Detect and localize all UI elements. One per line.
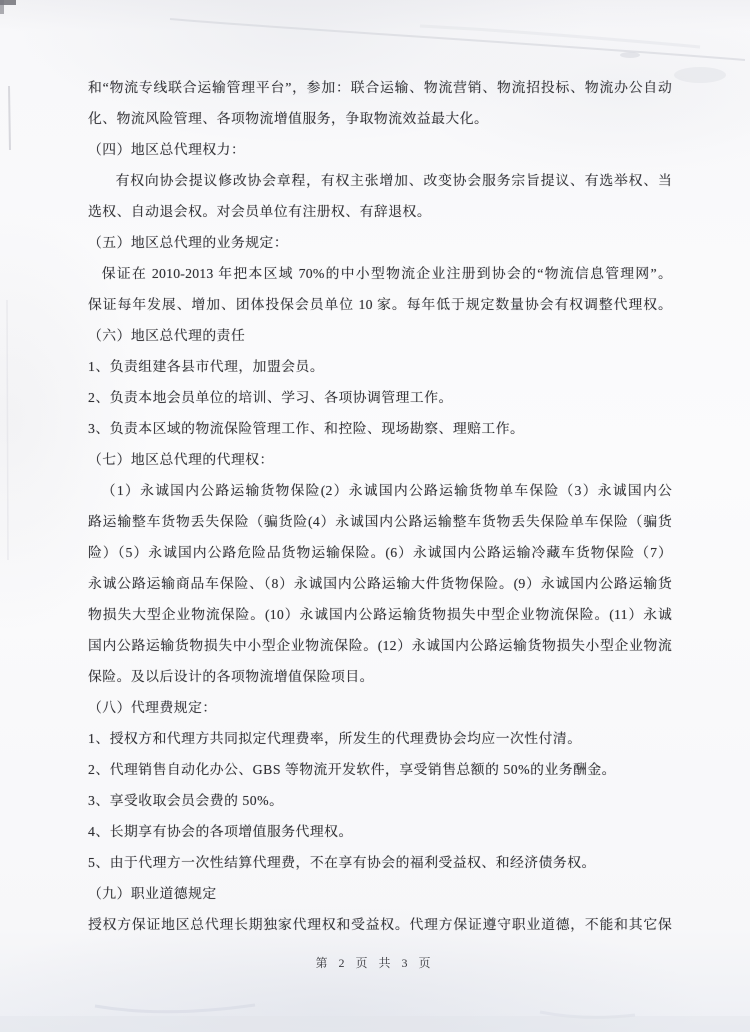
scan-hair-line [95,1005,255,1012]
section-heading: （五）地区总代理的业务规定： [88,235,289,250]
section-heading: （八）代理费规定： [88,700,217,715]
scan-smudge [620,52,640,58]
body-text-line: 授权方保证地区总代理长期独家代理权和受益权。代理方保证遵守职业道德，不能和其它保 [88,917,672,932]
body-text-line: （1）永诚国内公路运输货物保险(2）永诚国内公路运输货物单车保险（3）永诚国内公 [101,483,672,498]
scan-corner-mark [0,0,4,14]
body-text-line: 保险。及以后设计的各项物流增值保险项目。 [88,669,374,684]
scan-crease-line [170,19,745,60]
scan-hair-line [540,1012,635,1017]
scan-crease-line [7,300,8,560]
scan-crease-line [420,26,700,47]
section-heading: （七）地区总代理的代理权： [88,452,274,467]
list-item-line: 1、负责组建各县市代理，加盟会员。 [88,359,325,374]
section-heading: （六）地区总代理的责任 [88,328,246,343]
section-heading: （四）地区总代理权力： [88,142,246,157]
section-heading: （九）职业道德规定 [88,886,217,901]
body-text-line: 物损失大型企业物流保险。(10）永诚国内公路运输货物损失中型企业物流保险。(11）永诚 [88,607,672,622]
scan-corner-mark [0,0,16,5]
body-text-line: 化、物流风险管理、各项物流增值服务，争取物流效益最大化。 [88,111,489,126]
list-item-line: 4、长期享有协会的各项增值服务代理权。 [88,824,353,839]
document-text [88,72,672,940]
body-text-line: 保证在 2010-2013 年把本区域 70%的中小型物流企业注册到协会的“物流信息管理网”。 [101,266,672,281]
list-item-line: 1、授权方和代理方共同拟定代理费率，所发生的代理费协会均应一次性付清。 [88,731,582,746]
scan-smudge [674,67,726,83]
body-text-line: 永诚公路运输商品车保险、（8）永诚国内公路运输大件货物保险。(9）永诚国内公路运输货 [88,576,672,591]
page-number-footer: 第 2 页 共 3 页 [315,956,435,970]
list-item-line: 2、代理销售自动化办公、GBS 等物流开发软件，享受销售总额的 50%的业务酬金。 [88,762,616,777]
body-text-line: 有权向协会提议修改协会章程，有权主张增加、改变协会服务宗旨提议、有选举权、当 [115,173,672,188]
body-text-line: 路运输整车货物丢失保险（骗货险(4）永诚国内公路运输整车货物丢失保险单车保险（骗货 [88,514,672,529]
body-text-line: 保证每年发展、增加、团体投保会员单位 10 家。每年低于规定数量协会有权调整代理权。 [88,297,672,312]
body-text-line: 险）（5）永诚国内公路危险品货物运输保险。(6）永诚国内公路运输冷藏车货物保险（7） [88,545,672,560]
list-item-line: 2、负责本地会员单位的培训、学习、各项协调管理工作。 [88,390,453,405]
scan-crease-line [9,86,10,150]
list-item-line: 3、享受收取会员会费的 50%。 [88,793,284,808]
list-item-line: 5、由于代理方一次性结算代理费，不在享有协会的福利受益权、和经济债务权。 [88,855,596,870]
body-text-line: 国内公路运输货物损失中小型企业物流保险。(12）永诚国内公路运输货物损失小型企业物流 [88,638,672,653]
body-text-line: 选权、自动退会权。对会员单位有注册权、有辞退权。 [88,204,432,219]
scan-bottom-shadow [0,1016,750,1032]
body-text-line: 和“物流专线联合运输管理平台”，参加：联合运输、物流营销、物流招投标、物流办公自动 [88,80,672,95]
list-item-line: 3、负责本区域的物流保险管理工作、和控险、现场勘察、理赔工作。 [88,421,525,436]
